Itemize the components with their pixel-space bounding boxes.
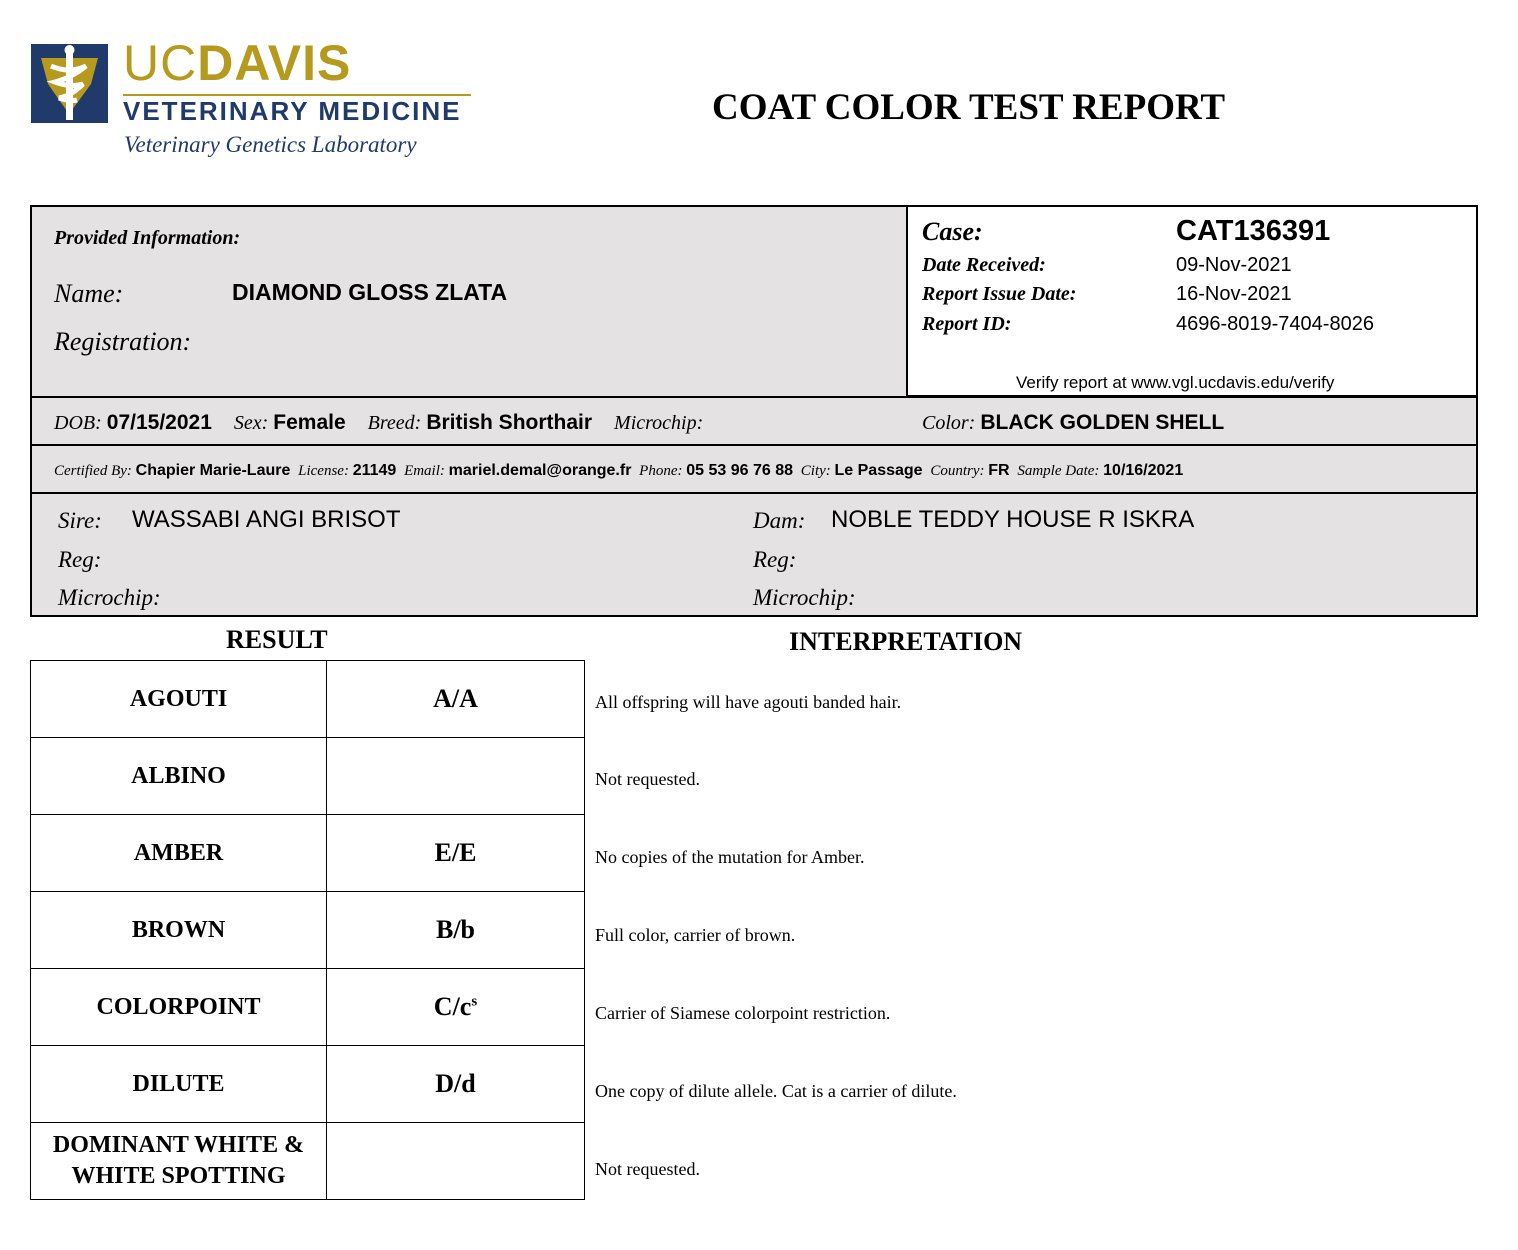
genotype-cell: D/d (327, 1046, 585, 1123)
name-value: DIAMOND GLOSS ZLATA (232, 279, 508, 305)
interpretation-text: Carrier of Siamese colorpoint restriction. (595, 1003, 891, 1023)
color-row (922, 412, 1224, 433)
logo-vet-med: VETERINARY MEDICINE (123, 96, 462, 126)
city-value: Le Passage (834, 462, 923, 479)
dam-label: Dam: (753, 508, 806, 533)
breed-label: Breed: (367, 412, 422, 434)
name-label: Name: (54, 279, 124, 308)
report-title: COAT COLOR TEST REPORT (712, 87, 1226, 128)
gene-line-1: DOMINANT WHITE & (52, 1132, 305, 1158)
gene-cell: COLORPOINT (31, 969, 327, 1046)
dam-reg-label: Reg: (753, 547, 797, 572)
report-id-label: Report ID: (922, 313, 1012, 335)
dob-label: DOB: (54, 412, 102, 434)
certified-row (54, 463, 1183, 479)
date-received-label: Date Received: (922, 254, 1046, 276)
license-value: 21149 (352, 462, 397, 479)
divider (30, 396, 1478, 398)
gene-line-2: WHITE SPOTTING (71, 1163, 286, 1189)
dam-value: NOBLE TEDDY HOUSE R ISKRA (831, 506, 1195, 533)
country-value: FR (988, 462, 1010, 479)
sire-value: WASSABI ANGI BRISOT (132, 506, 401, 533)
caduceus-shield-icon (31, 44, 108, 123)
genotype-cell: E/E (327, 815, 585, 892)
registration-label: Registration: (54, 327, 192, 356)
interpretation-text: One copy of dilute allele. Cat is a carrier of dilute. (595, 1081, 957, 1101)
case-label: Case: (922, 217, 983, 246)
gene-cell: AGOUTI (31, 661, 327, 738)
sex-value: Female (273, 411, 346, 434)
email-value: mariel.demal@orange.fr (448, 462, 632, 479)
provided-heading: Provided Information: (54, 227, 241, 249)
report-issue-value: 16-Nov-2021 (1176, 283, 1292, 305)
case-value: CAT136391 (1176, 215, 1331, 247)
microchip-label: Microchip: (614, 412, 704, 434)
breed-value: British Shorthair (426, 411, 593, 434)
report-id-value: 4696-8019-7404-8026 (1176, 313, 1374, 335)
table-row (31, 815, 585, 892)
table-row (31, 1046, 585, 1123)
dob-value: 07/15/2021 (106, 411, 212, 434)
report-issue-label: Report Issue Date: (922, 283, 1077, 305)
sire-microchip-label: Microchip: (58, 585, 161, 610)
logo-lab-name: Veterinary Genetics Laboratory (124, 132, 417, 157)
genotype-cell (327, 738, 585, 815)
country-label: Country: (930, 463, 985, 479)
color-value: BLACK GOLDEN SHELL (980, 411, 1225, 434)
gene-cell (31, 1123, 327, 1200)
table-row (31, 969, 585, 1046)
sire-label: Sire: (58, 508, 102, 533)
logo-wordmark: UCDAVIS (123, 35, 352, 91)
genotype-superscript: s (471, 993, 478, 1010)
genotype-text: C/c (433, 992, 472, 1021)
genotype-cell (327, 1123, 585, 1200)
gene-cell: AMBER (31, 815, 327, 892)
sire-reg-label: Reg: (58, 547, 102, 572)
divider (30, 444, 1478, 446)
table-row (31, 738, 585, 815)
genotype-cell (327, 969, 585, 1046)
divider (30, 492, 1478, 494)
table-row (31, 1123, 585, 1200)
interpretation-heading: INTERPRETATION (789, 627, 1023, 656)
email-label: Email: (404, 463, 445, 479)
gene-cell: ALBINO (31, 738, 327, 815)
interpretation-text: Not requested. (595, 769, 700, 789)
sample-date-label: Sample Date: (1017, 463, 1100, 479)
sex-label: Sex: (233, 412, 269, 434)
animal-row (54, 412, 703, 433)
genotype-cell: A/A (327, 661, 585, 738)
result-heading: RESULT (226, 625, 328, 654)
interpretation-text: All offspring will have agouti banded hair. (595, 692, 902, 712)
result-table (30, 660, 585, 1200)
table-row (31, 661, 585, 738)
gene-cell: DILUTE (31, 1046, 327, 1123)
dam-microchip-label: Microchip: (753, 585, 856, 610)
phone-label: Phone: (639, 463, 683, 479)
certified-by-value: Chapier Marie-Laure (135, 462, 291, 479)
date-received-value: 09-Nov-2021 (1176, 254, 1292, 276)
genotype-cell: B/b (327, 892, 585, 969)
gene-cell: BROWN (31, 892, 327, 969)
ucdavis-logo (31, 35, 501, 164)
table-row (31, 892, 585, 969)
license-label: License: (298, 463, 349, 479)
color-label: Color: (922, 412, 976, 434)
phone-value: 05 53 96 76 88 (686, 462, 794, 479)
verify-link[interactable]: Verify report at www.vgl.ucdavis.edu/verify (1016, 373, 1335, 392)
certified-by-label: Certified By: (54, 463, 132, 479)
interpretation-text: No copies of the mutation for Amber. (595, 847, 865, 867)
city-label: City: (800, 463, 831, 479)
interpretation-text: Not requested. (595, 1159, 700, 1179)
interpretation-text: Full color, carrier of brown. (595, 925, 796, 945)
sample-date-value: 10/16/2021 (1103, 462, 1184, 479)
